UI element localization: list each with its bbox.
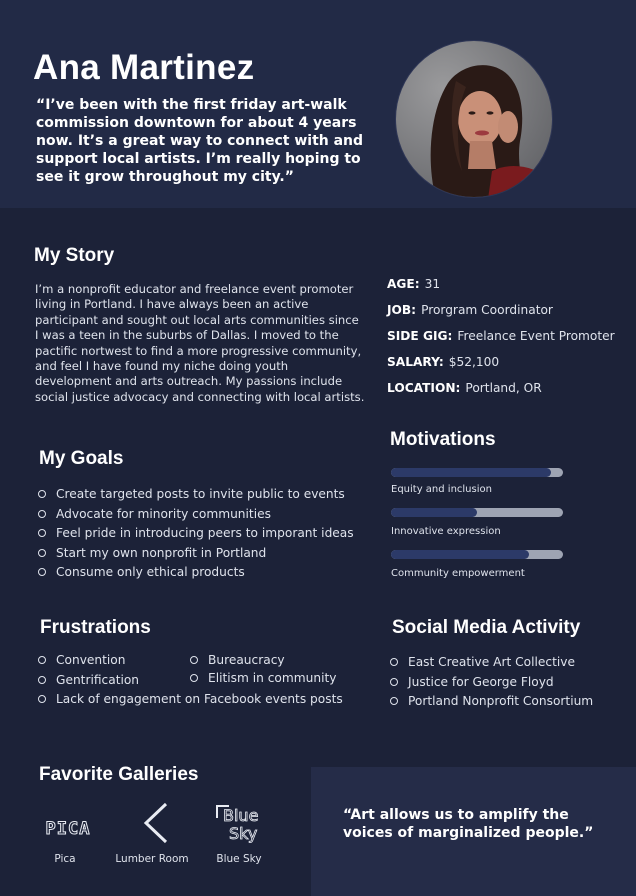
goals-title: My Goals xyxy=(39,448,124,469)
goals-list xyxy=(38,486,354,584)
bullet-circle-icon xyxy=(38,676,46,684)
lumber-room-logo xyxy=(140,802,172,844)
fact-value: $52,100 xyxy=(448,355,500,369)
pica-logo xyxy=(37,815,99,841)
fact-label: AGE: xyxy=(387,277,420,291)
motivation-bar-fill xyxy=(391,508,477,517)
persona-quote: “I’ve been with the first friday art-walk commission downtown for about 4 years now. It’s a great way to connect with and support local artists. I’m really hoping to see it grow throughout my city.” xyxy=(36,97,364,185)
bullet-circle-icon xyxy=(190,656,198,664)
social-title: Social Media Activity xyxy=(392,617,581,638)
motivation-bar xyxy=(391,508,563,517)
fact-value: Portland, OR xyxy=(465,381,542,395)
motivation-bar-fill xyxy=(391,550,529,559)
fact-value: 31 xyxy=(424,277,441,291)
fact-location xyxy=(387,380,627,406)
motivation-label: Equity and inclusion xyxy=(391,484,492,495)
list-item: Justice for George Floyd xyxy=(390,674,593,694)
avatar xyxy=(395,40,553,198)
motivation-label: Innovative expression xyxy=(391,526,501,537)
bullet-circle-icon xyxy=(38,568,46,576)
bullet-circle-icon xyxy=(190,674,198,682)
portrait-photo xyxy=(396,41,553,198)
motivation-bar xyxy=(391,468,563,477)
list-item: Create targeted posts to invite public to events xyxy=(38,486,354,506)
list-item: Advocate for minority communities xyxy=(38,506,354,526)
list-item: Portland Nonprofit Consortium xyxy=(390,693,593,713)
fact-value: Freelance Event Promoter xyxy=(457,329,615,343)
list-item: Bureaucracy xyxy=(190,652,285,668)
list-item: Gentrification xyxy=(38,672,139,688)
blue-sky-logo xyxy=(215,804,263,848)
list-item: East Creative Art Collective xyxy=(390,654,593,674)
motivation-bar xyxy=(391,550,563,559)
motivation-label: Community empowerment xyxy=(391,568,525,579)
list-item: Elitism in community xyxy=(190,670,336,686)
fact-side-gig xyxy=(387,328,627,354)
fact-label: JOB: xyxy=(387,303,417,317)
fact-job xyxy=(387,302,627,328)
social-list xyxy=(390,654,593,713)
fact-label: LOCATION: xyxy=(387,381,461,395)
motivations-title: Motivations xyxy=(390,429,496,450)
list-item: Lack of engagement on Facebook events posts xyxy=(38,691,343,707)
list-item: Consume only ethical products xyxy=(38,564,354,584)
bullet-circle-icon xyxy=(38,695,46,703)
persona-name: Ana Martinez xyxy=(33,48,255,87)
list-item: Feel pride in introducing peers to imporant ideas xyxy=(38,525,354,545)
bullet-circle-icon xyxy=(38,490,46,498)
bullet-circle-icon xyxy=(390,678,398,686)
bullet-circle-icon xyxy=(38,510,46,518)
story-text: I’m a nonprofit educator and freelance event promoter living in Portland. I have always been an active participant and sought out local arts communities since I was a teen in the suburbs of Dallas. I moved to the pactific nortwest to find a more progressive community, and feel I have found my niche doing youth development and arts outreach. My passions include social justice advocacy and connecting with local artists. xyxy=(35,282,365,404)
closing-quote: “Art allows us to amplify the voices of marginalized people.” xyxy=(343,807,594,841)
gallery-label: Pica xyxy=(54,853,76,865)
bullet-circle-icon xyxy=(390,697,398,705)
bullet-circle-icon xyxy=(38,656,46,664)
bullet-circle-icon xyxy=(390,658,398,666)
frustrations-title: Frustrations xyxy=(40,617,151,638)
list-item: Convention xyxy=(38,652,125,668)
gallery-label: Lumber Room xyxy=(115,853,189,865)
bullet-circle-icon xyxy=(38,549,46,557)
fact-salary xyxy=(387,354,627,380)
bullet-circle-icon xyxy=(38,529,46,537)
story-title: My Story xyxy=(34,245,115,266)
pica-logo-text: PICA xyxy=(45,819,91,839)
fact-value: Prorgram Coordinator xyxy=(421,303,553,317)
fact-age xyxy=(387,276,627,302)
persona-facts xyxy=(387,276,627,406)
galleries-title: Favorite Galleries xyxy=(39,764,199,785)
fact-label: SALARY: xyxy=(387,355,444,369)
blue-sky-logo-text: Blue Sky xyxy=(223,806,259,843)
gallery-label: Blue Sky xyxy=(216,853,262,865)
list-item: Start my own nonprofit in Portland xyxy=(38,545,354,565)
chevron-left-icon xyxy=(140,802,172,844)
fact-label: SIDE GIG: xyxy=(387,329,453,343)
motivation-bar-fill xyxy=(391,468,551,477)
